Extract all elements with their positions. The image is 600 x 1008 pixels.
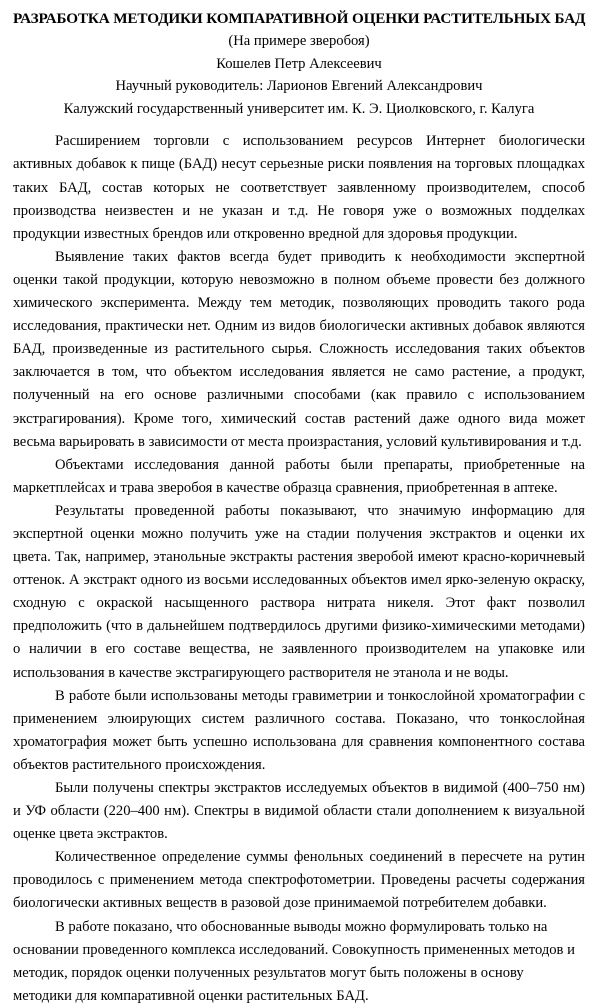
document-body — [13, 130, 585, 1008]
author-name: Кошелев Петр Алексеевич — [216, 55, 382, 72]
affiliation: Калужский государственный университет им. К. Э. Циолковского, г. Калуга — [63, 100, 535, 117]
body-paragraph: В работе показано, что обоснованные выводы можно формулировать только на основании проведенного комплекса исследований. Совокупность примененных методов и методик, порядок оценки полученных результатов могут быть положены в основу методики для компаративной оценки растительных БАД. — [13, 918, 575, 1004]
body-paragraph: Объектами исследования данной работы были препараты, приобретенные на маркетплейсах и трава зверобоя в качестве образца сравнения, приобретенная в аптеке. — [13, 456, 585, 496]
body-paragraph: В работе были использованы методы гравиметрии и тонкослойной хроматографии с применением элюирующих систем различного состава. Показано, что тонкослойная хроматография может быть успешно использована для сравнения компонентного состава объектов растительного происхождения. — [13, 687, 585, 773]
body-paragraph: Результаты проведенной работы показывают, что значимую информацию для экспертной оценки можно получить уже на стадии получения экстрактов и оценки их цвета. Так, например, этанольные экстракты растения зверобой имеют красно-коричневый оттенок. А экстракт одного из восьми исследованных объектов имел ярко-зеленую окраску, сходную с окраской насыщенного раствора нитрата никеля. Этот факт позволил предположить (что в дальнейшем подтвердилось другими физико-химическими методами) о наличии в его составе вещества, не заявленного производителем на упаковке или использования в качестве экстрагирующего растворителя не этанола и не воды. — [13, 502, 585, 681]
body-paragraph: Были получены спектры экстрактов исследуемых объектов в видимой (400–750 нм) и УФ области (220–400 нм). Спектры в видимой области стали дополнением к визуальной оценке цвета экстрактов. — [13, 780, 585, 843]
body-paragraph: Количественное определение суммы фенольных соединений в пересчете на рутин проводилось с применением метода спектрофотометрии. Проведены расчеты содержания биологически активных веществ в разовой дозе принимаемой потребителем добавки. — [13, 849, 585, 912]
body-paragraph: Расширением торговли с использованием ресурсов Интернет биологически активных добавок к пище (БАД) несут серьезные риски появления на торговых площадках таких БАД, состав которых не соответствует заявленному производителем, способ производства неизвестен и не указан и т.д. Не говоря уже о возможных подделках продукции известных брендов или откровенно вредной для здоровья продукции. — [13, 133, 585, 242]
document-subtitle: (На примере зверобоя) — [228, 33, 370, 49]
page-title: РАЗРАБОТКА МЕТОДИКИ КОМПАРАТИВНОЙ ОЦЕНКИ РАСТИТЕЛЬНЫХ БАД — [13, 10, 586, 27]
body-paragraph: Выявление таких фактов всегда будет приводить к необходимости экспертной оценки такой продукции, которую невозможно в полном объеме провести без должного химического эксперимента. Между тем методик, позволяющих проводить такого рода исследования, практически нет. Одним из видов биологически активных добавок являются БАД, произведенные из растительного сырья. Сложность исследования таких объектов заключается в том, что объектом исследования является не само растение, а продукт, полученный на его основе различными способами (как правило с использованием экстрагирования). Кроме того, химический состав растений даже одного вида может весьма варьировать в зависимости от места произрастания, условий культивирования и т.д. — [13, 248, 585, 450]
document-header — [13, 8, 585, 120]
supervisor-name: Научный руководитель: Ларионов Евгений Александрович — [115, 78, 483, 95]
